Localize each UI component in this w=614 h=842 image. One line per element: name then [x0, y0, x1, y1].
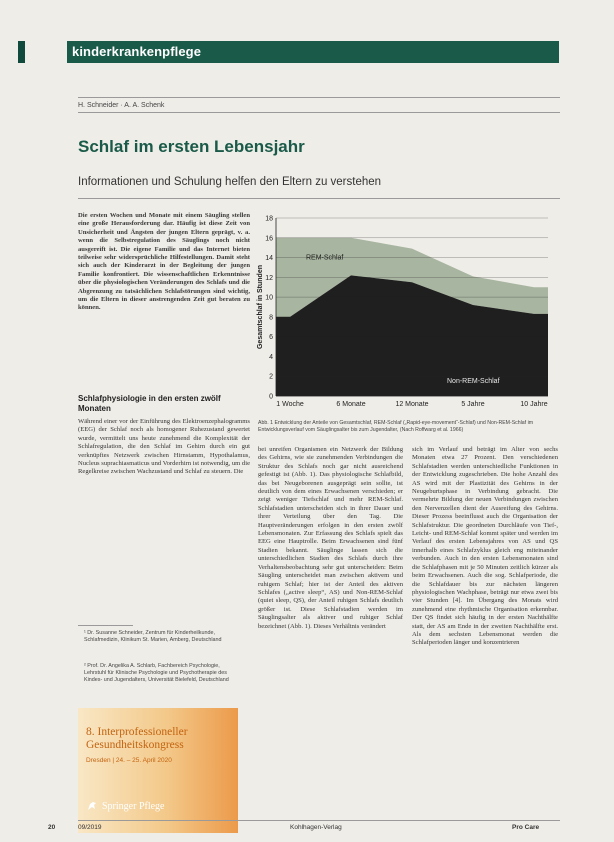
section-marker: [18, 41, 25, 63]
footnote-1: ¹ Dr. Susanne Schneider, Zentrum für Kinderheilkunde, Schlafmedizin, Klinikum St. Marien, Amberg, Deutschland: [84, 630, 222, 643]
y-tick-label: 14: [265, 255, 273, 263]
nrem-series-label: Non-REM-Schlaf: [447, 378, 500, 386]
intro-paragraph: Die ersten Wochen und Monate mit einem Säugling stellen eine große Herausforderung dar. Häufig ist diese Zeit von Unsicherheit und Ängsten der jungen Eltern geprägt, v. a. wenn die Selbstregulation des Säuglings noch nicht ausgereift ist. Die eigene Familie und das Internet bieten teilweise sehr widersprüchliche Hilfestellungen. Damit steht sich auch der Kinderarzt in der Begleitung der jungen Familie konfrontiert. Die wissenschaftlichen Erkenntnisse über die physiologischen Veränderungen des Schlafs und die Abgrenzung zu tatsächlichen Schlafstörungen sind wichtig, um die Eltern in dieser anstrengenden Zeit gut beraten zu können.: [78, 212, 250, 312]
x-tick-label: 10 Jahre: [520, 401, 548, 408]
rule-subtitle: [78, 198, 560, 199]
article-title: Schlaf im ersten Lebensjahr: [78, 137, 305, 156]
chart-caption: Abb. 1 Entwicklung der Anteile von Gesamtschlaf, REM-Schlaf („Rapid-eye-movement“-Schlaf) und Non-REM-Schlaf im Entwicklungsverlauf vom Säuglingsalter bis zum Jugendalter, (Nach Roffwarg et al. 1966): [258, 420, 534, 433]
authors: H. Schneider · A. A. Schenk: [78, 102, 165, 109]
y-tick-label: 6: [269, 334, 273, 342]
intro-text: [78, 212, 250, 313]
springer-horse-icon: [86, 800, 98, 812]
y-tick-label: 18: [265, 215, 273, 223]
section-heading: Schlafphysiologie in den ersten zwölf Monaten: [78, 394, 221, 413]
springer-logo-text: Springer Pflege: [102, 800, 165, 812]
body-column-1: [258, 446, 403, 631]
ad-title: [86, 726, 188, 752]
rem-series-label: REM-Schlaf: [306, 254, 344, 262]
section-paragraph: Während einer vor der Einführung des Elektroenzephalogramms (EEG) der Schlaf noch als homogener Ruhezustand gewertet wurde, vermittelt uns heute zunehmend die Komplexität der Schlafregulation, die den Schlaf im Gehirn durch ein gut verknüpftes Netzwerk zwischen Hirnstamm, Hypothalamus, Nucleus suprachiasmaticus und Vorderhirn ist notwendig, um die Regelkreise zwischen Wachzustand und Schlaf zu steuern. Die: [78, 418, 250, 476]
footer-rule: [78, 820, 560, 821]
footnote-rule: [78, 625, 133, 626]
article-subtitle: Informationen und Schulung helfen den Eltern zu verstehen: [78, 176, 382, 188]
page-number: 20: [48, 824, 56, 831]
body-paragraph-1: bei unreifen Organismen ein Netzwerk der Bildung des Gehirns, wie sie zunehmenden Verbindungen die Struktur des Schlafs noch gar nicht ausreichend gefestigt ist (Abb. 1). Das physiologische Schlafbild, das bei Neugeborenen ausgeprägt sein sollte, ist deutlich von dem eines Erwachsenen verschieden; er zeigt weniger Tiefschlaf und mehr REM-Schlaf. Schlafstadien unterscheiden sich in ihrer Dauer und ihrer Verteilung über den Tag. Die Hauptveränderungen erfolgen in den ersten zwölf Lebensmonaten. Zur Erfassung des Schlafs spielt das EEG eine Hauptrolle. Beim Erwachsenen sind fünf Stadien bekannt. Säuglinge lassen sich die unterschiedlichen Stadien des Schlafs durch ihre Verhaltensbeobachtung sehr gut unterscheiden: Beim Säugling unterscheidet man zwischen aktivem und ruhigem Schlaf; hier ist der Anteil des aktiven Schlafes („active sleep“, AS) und Non-REM-Schlaf (quiet sleep, QS), der Anteil ruhigen Schlafs deutlich größer ist. Diese Schlafstadien werden im Säuglingsalter als aktiver und ruhiger Schlaf bezeichnet (Abb. 1). Dieses Verhältnis verändert: [258, 446, 403, 630]
x-tick-label: 12 Monate: [395, 401, 429, 408]
y-tick-label: 0: [269, 393, 273, 401]
y-tick-label: 16: [265, 235, 273, 243]
y-tick-label: 10: [265, 294, 273, 302]
y-tick-label: 8: [269, 314, 273, 322]
rule-top: [78, 97, 560, 98]
publisher-label: Kohlhagen-Verlag: [290, 824, 342, 831]
section-header-label: kinderkrankenpflege: [72, 44, 202, 59]
rule-authors: [78, 112, 560, 113]
springer-logo: [86, 800, 165, 812]
ad-date: Dresden | 24. – 25. April 2020: [86, 757, 172, 764]
section-body: [78, 418, 250, 477]
body-paragraph-2: sich im Verlauf und beträgt im Alter von sechs Monaten etwa 27 Prozent. Den verschiedenen Schlafstadien werden unterschiedliche Funktionen in der Entwicklung zugeschrieben. Die hohe Anzahl des AS wird mit der Plastizität des Gehirns in der Neugeburtsphase in Verbindung gebracht. Die vermehrte Bildung der neuen Verbindungen zwischen den Nervenzellen dient der Ausreifung des Gehirns. Dieser Prozess beeinflusst auch die Organisation der Schlafstruktur. Die geordneten Durchläufe von Tief-, Leicht- und REM-Schlaf kommt später und werden im Verlauf des ersten Lebensjahres von AS und QS innerhalb eines Schlafzyklus gleich eng miteinander verbunden. Auch in den ersten Lebensmonaten sind die Schlafphasen mit je 50 Minuten zeitlich kürzer als beim Erwachsenen. Auch die sog. Schlafperiode, die die Schlafdauer bis zur nächsten längeren physiologischen Wachphase, beträgt nur etwa zwei bis vier Stunden [4]. Im Übergang des Monats wird zunehmend eine rhythmische Organisation erkennbar. Der QS findet sich häufig in der ersten Nachthälfte statt, der AS am Ende in der zweiten Nachthälfte erst. Als dem sechsten Lebensmonat werden die Schlafperioden länger und konzentrieren: [412, 446, 558, 647]
ad-title-line-2: Gesundheitskongress: [86, 739, 184, 751]
congress-ad[interactable]: [78, 708, 238, 833]
y-tick-label: 4: [269, 353, 273, 361]
issue-label: 09/2019: [78, 824, 102, 831]
y-axis-label: Gesamtschlaf in Stunden: [257, 264, 264, 350]
body-column-2: [412, 446, 558, 648]
journal-label: Pro Care: [512, 824, 540, 831]
sleep-chart: [258, 208, 558, 418]
x-tick-label: 6 Monate: [336, 401, 366, 408]
y-tick-label: 2: [269, 373, 273, 381]
ad-title-line-1: 8. Interprofessioneller: [86, 726, 188, 738]
footnote-2: ² Prof. Dr. Angelika A. Schlarb, Fachbereich Psychologie, Lehrstuhl für Klinische Psychologie und Psychotherapie des Kindes- und Jugendalters, Universität Bielefeld, Deutschland: [84, 663, 229, 683]
x-tick-label: 5 Jahre: [461, 401, 485, 408]
y-tick-label: 12: [265, 274, 273, 282]
x-tick-label: 1 Woche: [276, 401, 304, 408]
